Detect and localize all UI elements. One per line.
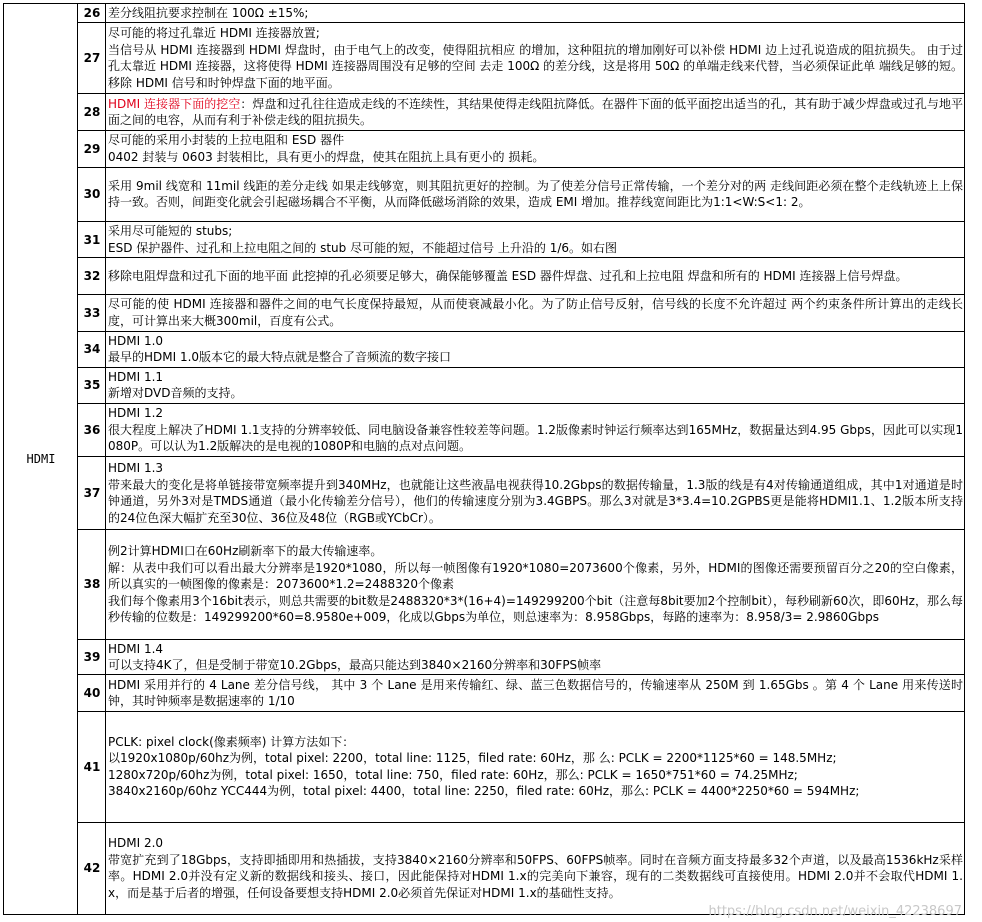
row-number: 26	[78, 4, 106, 23]
row-content	[106, 711, 965, 822]
content-line: 解：从表中我们可以看出最大分辨率是1920*1080，所以每一帧图像有1920*1080=2073600个像素，另外，HDMI的图像还需要预留百分之20的空白像素，所以真实的一帧图像的像素是：2073600*1.2=2488320个像素	[108, 560, 963, 592]
content-line: HDMI 2.0	[108, 836, 164, 851]
row-content	[106, 93, 965, 130]
content-line: 3840x2160p/60hz YCC444为例，total pixel: 4400，total line: 2250，filed rate: 60Hz，那么: PCLK = 4400*2250*60 = 594MHz;	[108, 784, 860, 799]
row-number: 33	[78, 294, 106, 331]
table-row	[4, 457, 965, 530]
row-number: 31	[78, 222, 106, 258]
row-number: 32	[78, 258, 106, 294]
row-content	[106, 403, 965, 457]
row-number: 42	[78, 822, 106, 914]
table-row	[4, 222, 965, 258]
table-row	[4, 93, 965, 130]
row-content	[106, 222, 965, 258]
row-content	[106, 530, 965, 640]
content-line: HDMI 1.4	[108, 641, 164, 656]
row-content	[106, 332, 965, 367]
table-row	[4, 23, 965, 94]
table-row	[4, 4, 965, 23]
row-content	[106, 4, 965, 23]
row-number: 37	[78, 457, 106, 530]
row-content	[106, 675, 965, 711]
row-number: 34	[78, 332, 106, 367]
content-line	[108, 96, 963, 129]
table-row	[4, 367, 965, 403]
table-row	[4, 530, 965, 640]
content-line: HDMI 1.3	[108, 461, 164, 476]
spec-table	[3, 3, 965, 915]
content-line: 采用 9mil 线宽和 11mil 线距的差分走线 如果走线够宽，则其阻抗更好的控制。为了使差分信号正常传输，一个差分对的两 走线间距必须在整个走线轨迹上上保持一致。否则，间距变化就会引起磁场耦合不平衡，从而降低磁场消除的效果，造成 EMI 增加。推荐线宽间距比为1:1<W:S<1: 2。	[108, 178, 963, 210]
content-line: 很大程度上解决了HDMI 1.1支持的分辨率较低、同电脑设备兼容性较差等问题。1.2版像素时钟运行频率达到165MHz，数据量达到4.95 Gbps，因此可以实现1080P。可以认为1.2版解决的是电视的1080P和电脑的点对点问题。	[108, 422, 963, 454]
content-line: HDMI 1.1	[108, 369, 164, 384]
content-line: 尽可能的使 HDMI 连接器和器件之间的电气长度保持最短，从而使衰减最小化。为了防止信号反射，信号线的长度不允许超过 两个约束条件所计算出的走线长度，可计算出来大概300mil，百度有公式。	[108, 297, 963, 328]
content-line: 1280x720p/60hz为例，total pixel: 1650，total line: 750，filed rate: 60Hz，那么: PCLK = 1650*751*60 = 74.25MHz;	[108, 767, 798, 782]
row-number: 40	[78, 675, 106, 711]
row-content	[106, 167, 965, 222]
row-number: 35	[78, 367, 106, 403]
table-row	[4, 131, 965, 167]
table-row	[4, 332, 965, 367]
content-line: ESD 保护器件、过孔和上拉电阻之间的 stub 尽可能的短，不能超过信号 上升沿的 1/6。如右图	[108, 240, 618, 255]
content-line: 新增对DVD音频的支持。	[108, 386, 243, 401]
content-line: 带宽扩充到了18Gbps，支持即插即用和热插拔，支持3840×2160分辨率和50FPS、60FPS帧率。同时在音频方面支持最多32个声道，以及最高1536kHz采样率。HDMI 2.0并没有定义新的数据线和接头、接口，因此能保持对HDMI 1.x的完美向下兼容，现有的二类数据线可直接使用。HDMI 2.0并不会取代HDMI 1.x，而是基于后者的增强，任何设备要想支持HDMI 2.0必须首先保证对HDMI 1.x的基础性支持。	[108, 852, 963, 900]
content-line: 采用尽可能短的 stubs;	[108, 224, 233, 239]
table-row	[4, 640, 965, 675]
content-line: 尽可能的采用小封装的上拉电阻和 ESD 器件	[108, 133, 345, 148]
row-content	[106, 131, 965, 167]
content-line: 我们每个像素用3个16bit表示，则总共需要的bit数是2488320*3*(16+4)=149299200个bit（注意每8bit要加2个控制bit），每秒刷新60次，即60Hz，那么每秒传输的位数是：149299200*60=8.9580e+009，化成以Gbps为单位，则总速率为：8.958Gbps，每路的速率为：8.958/3= 2.9860Gbps	[108, 593, 963, 625]
content-line: 当信号从 HDMI 连接器到 HDMI 焊盘时，由于电气上的改变，使得阻抗相应 的增加，这种阻抗的增加刚好可以补偿 HDMI 边上过孔说造成的阻抗损失。 由于过孔太靠近 HDMI 连接器，这将使得 HDMI 连接器周围没有足够的空间 去走 100Ω 的差分线，这是将用 50Ω 的单端走线来代替，当必须保证此单 端线足够的短。移除 HDMI 信号和时钟焊盘下面的地平面。	[108, 42, 963, 90]
row-number: 27	[78, 23, 106, 94]
content-line: 尽可能的将过孔靠近 HDMI 连接器放置;	[108, 26, 320, 41]
content-line: 例2计算HDMI口在60Hz刷新率下的最大传输速率。	[108, 544, 383, 559]
row-content	[106, 640, 965, 675]
row-content	[106, 367, 965, 403]
content-line: HDMI 采用并行的 4 Lane 差分信号线， 其中 3 个 Lane 是用来传输红、绿、蓝三色数据信号的，传输速率从 250M 到 1.65Gbs 。第 4 个 Lane 用来传送时钟，其时钟频率是数据速率的 1/10	[108, 677, 963, 709]
highlight-text: HDMI 连接器下面的挖空	[108, 96, 241, 111]
row-number: 29	[78, 131, 106, 167]
category-cell: HDMI	[4, 4, 78, 915]
watermark: https://blog.csdn.net/weixin_42238697	[708, 904, 962, 919]
row-number: 41	[78, 711, 106, 822]
table-row	[4, 294, 965, 331]
row-number: 28	[78, 93, 106, 130]
row-number: 39	[78, 640, 106, 675]
table-row	[4, 711, 965, 822]
table-row	[4, 403, 965, 457]
row-number: 36	[78, 403, 106, 457]
row-content	[106, 23, 965, 94]
content-text: ：焊盘和过孔往往造成走线的不连续性，其结果使得走线阻抗降低。在器件下面的低平面挖出适当的孔，其有助于减少焊盘或过孔与地平面之间的电容，从而有利于补偿走线的阻抗损失。	[108, 96, 963, 128]
row-content	[106, 457, 965, 530]
content-line: 可以支持4K了，但是受制于带宽10.2Gbps，最高只能达到3840×2160分辨率和30FPS帧率	[108, 658, 602, 673]
row-content	[106, 822, 965, 914]
table-row	[4, 167, 965, 222]
content-line: 0402 封装与 0603 封装相比，具有更小的焊盘，使其在阻抗上具有更小的 损耗。	[108, 149, 545, 164]
content-line: HDMI 1.0	[108, 333, 164, 348]
content-line: PCLK: pixel clock(像素频率) 计算方法如下：	[108, 734, 355, 749]
content-line: 差分线阻抗要求控制在 100Ω ±15%;	[108, 5, 309, 20]
content-line: 移除电阻焊盘和过孔下面的地平面 此挖掉的孔必须要足够大，确保能够覆盖 ESD 器件焊盘、过孔和上拉电阻 焊盘和所有的 HDMI 连接器上信号焊盘。	[108, 268, 908, 283]
row-content	[106, 258, 965, 294]
table-row	[4, 675, 965, 711]
table-row	[4, 822, 965, 914]
table-row	[4, 258, 965, 294]
content-line: 最早的HDMI 1.0版本它的最大特点就是整合了音频流的数字接口	[108, 350, 452, 365]
content-line: 以1920x1080p/60hz为例，total pixel: 2200，total line: 1125，filed rate: 60Hz，那 么: PCLK = 2200*1125*60 = 148.5MHz;	[108, 751, 837, 766]
row-number: 38	[78, 530, 106, 640]
row-number: 30	[78, 167, 106, 222]
content-line: HDMI 1.2	[108, 406, 164, 421]
content-line: 带来最大的变化是将单链接带宽频率提升到340MHz，也就能让这些液晶电视获得10.2Gbps的数据传输量，1.3版的线是有4对传输通道组成，其中1对通道是时钟通道，另外3对是TMDS通道（最小化传输差分信号），他们的传输速度分别为3.4GBPS。那么3对就是3*3.4=10.2GPBS更是能将HDMI1.1、1.2版本所支持的24位色深大幅扩充至30位、36位及48位（RGB或YCbCr）。	[108, 477, 963, 525]
row-content	[106, 294, 965, 331]
